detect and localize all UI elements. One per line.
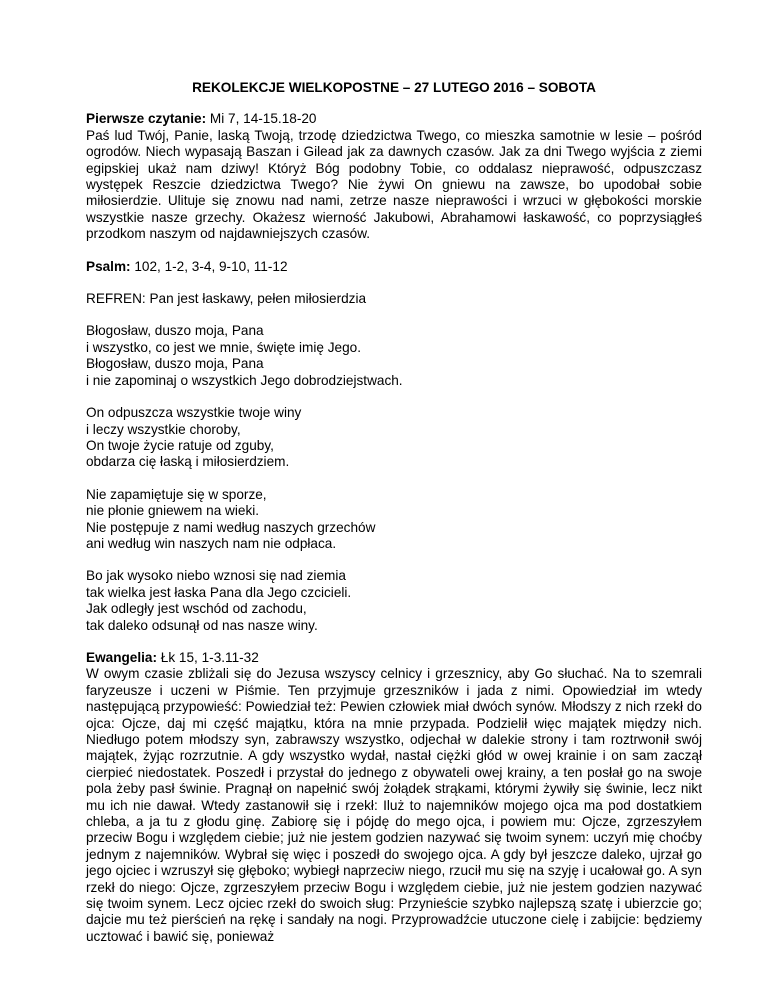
first-reading-label: Pierwsze czytanie: [86,111,207,127]
stanza-line: nie płonie gniewem na wieki. [86,503,260,519]
document-title: REKOLEKCJE WIELKOPOSTNE – 27 LUTEGO 2016 – SOBOTA [192,80,596,95]
stanza-line: ani według win naszych nam nie odpłaca. [86,535,337,551]
psalm-stanza [86,323,702,389]
gospel-section [86,650,702,945]
stanza-line: Nie zapamiętuje się w sporze, [86,486,267,502]
first-reading-heading [86,111,702,127]
stanza-line: tak wielka jest łaska Pana dla Jego czcicieli. [86,584,352,600]
first-reading-section [86,111,702,242]
stanza-line: Nie postępuje z nami według naszych grzechów [86,519,376,535]
stanza-line: i leczy wszystkie choroby, [86,421,241,437]
gospel-ref: Łk 15, 1-3.11-32 [160,649,259,665]
psalm-heading [86,259,702,275]
psalm-ref: 102, 1-2, 3-4, 9-10, 11-12 [134,258,288,274]
psalm-heading-section [86,259,702,275]
stanza-line: i wszystko, co jest we mnie, święte imię Jego. [86,339,361,355]
psalm-stanza [86,568,702,634]
psalm-refrain-section [86,291,702,307]
first-reading-text: Paś lud Twój, Panie, laską Twoją, trzodę dziedzictwa Twego, co mieszka samotnie w lesie – pośród ogrodów. Niech wypasają Baszan i Gilead jak za dawnych czasów. Jak za dni Twego wyjścia z ziemi egipskiej ukaż nam dziwy! Któryż Bóg podobny Tobie, co oddalasz nieprawość, odpuszczasz występek Reszcie dziedzictwa Twego? Nie żywi On gniewu na zawsze, bo upodobał sobie miłosierdzie. Ulituje się znowu nad nami, zetrze nasze nieprawości i wrzuci w głębokości morskie wszystkie nasze grzechy. Okażesz wierność Jakubowi, Abrahamowi łaskawość, co poprzysiągłeś przodkom naszym od najdawniejszych czasów. [86,127,702,242]
first-reading-ref: Mi 7, 14-15.18-20 [209,111,317,127]
stanza-line: obdarza cię łaską i miłosierdziem. [86,454,290,470]
gospel-label: Ewangelia: [86,649,158,665]
stanza-line: On twoje życie ratuje od zguby, [86,437,274,453]
stanza-line: On odpuszcza wszystkie twoje winy [86,405,302,421]
stanza-line: Bo jak wysoko niebo wznosi się nad ziemia [86,568,346,584]
gospel-text: W owym czasie zbliżali się do Jezusa wszyscy celnicy i grzesznicy, aby Go słuchać. Na to szemrali faryzeusze i uczeni w Piśmie. Ten przyjmuje grzeszników i jada z nimi. Opowiedział im wtedy następującą przypowieść: Powiedział też: Pewien człowiek miał dwóch synów. Młodszy z nich rzekł do ojca: Ojcze, daj mi część majątku, która na mnie przypada. Podzielił więc majątek między nich. Niedługo potem młodszy syn, zabrawszy wszystko, odjechał w dalekie strony i tam roztrwonił swój majątek, żyjąc rozrzutnie. A gdy wszystko wydał, nastał ciężki głód w owej krainie i on sam zaczął cierpieć niedostatek. Poszedł i przystał do jednego z obywateli owej krainy, a ten posłał go na swoje pola żeby pasł świnie. Pragnął on napełnić swój żołądek strąkami, którymi żywiły się świnie, lecz nikt mu ich nie dawał. Wtedy zastanowił się i rzekł: Iluż to najemników mojego ojca ma pod dostatkiem chleba, a ja tu z głodu ginę. Zabiorę się i pójdę do mego ojca, i powiem mu: Ojcze, zgrzeszyłem przeciw Bogu i względem ciebie; już nie jestem godzien nazywać się twoim synem: uczyń mię choćby jednym z najemników. Wybrał się więc i poszedł do swojego ojca. A gdy był jeszcze daleko, ujrzał go jego ojciec i wzruszył się głęboko; wybiegł naprzeciw niego, rzucił mu się na szyję i ucałował go. A syn rzekł do niego: Ojcze, zgrzeszyłem przeciw Bogu i względem ciebie, już nie jestem godzien nazywać się twoim synem. Lecz ojciec rzekł do swoich sług: Przynieście szybko najlepszą szatę i ubierzcie go; dajcie mu też pierścień na rękę i sandały na nogi. Przyprowadźcie utuczone cielę i zabijcie: będziemy ucztować i bawić się, ponieważ [86,666,702,944]
stanza-line: Błogosław, duszo moja, Pana [86,356,264,372]
psalm-label: Psalm: [86,258,131,274]
stanza-line: Błogosław, duszo moja, Pana [86,323,264,339]
stanza-line: i nie zapominaj o wszystkich Jego dobrodziejstwach. [86,372,403,388]
gospel-heading [86,650,702,666]
psalm-stanza [86,405,702,471]
stanza-line: tak daleko odsunął od nas nasze winy. [86,617,318,633]
stanza-line: Jak odległy jest wschód od zachodu, [86,601,307,617]
psalm-refrain: REFREN: Pan jest łaskawy, pełen miłosierdzia [86,291,367,307]
psalm-stanza [86,487,702,553]
